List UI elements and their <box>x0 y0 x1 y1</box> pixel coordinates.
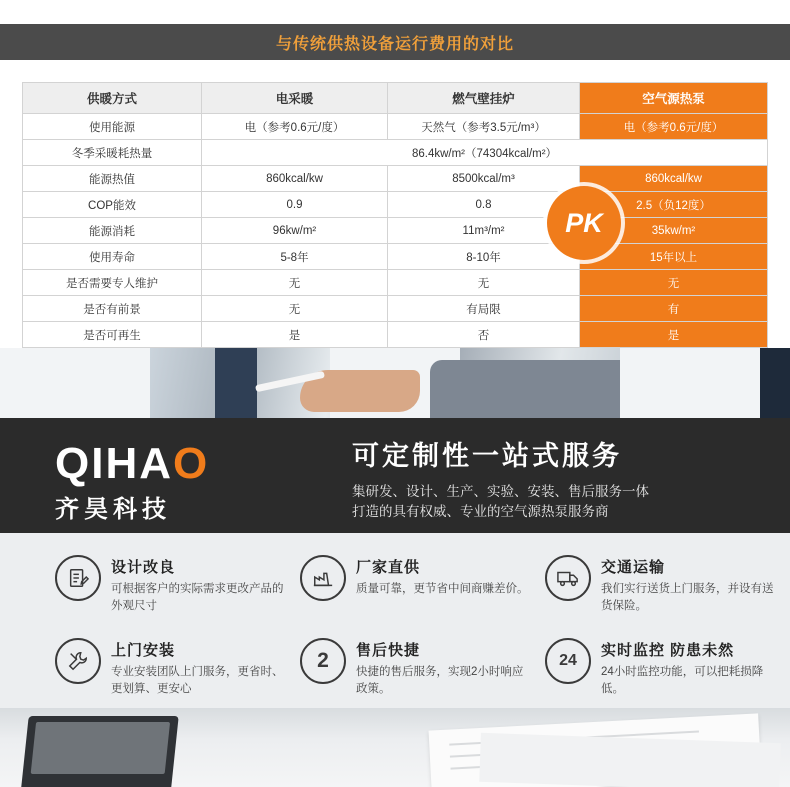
photo-shape <box>215 348 257 423</box>
table-row <box>23 192 768 218</box>
row-label: 使用寿命 <box>23 244 202 270</box>
bottom-photo <box>0 708 790 787</box>
number-2-icon <box>300 638 346 684</box>
number-24-icon <box>545 638 591 684</box>
section-title: 与传统供热设备运行费用的对比 <box>275 36 514 53</box>
pencil-note-icon <box>55 555 101 601</box>
comparison-section <box>0 0 790 348</box>
feature-item-transport <box>545 555 776 615</box>
cell-heatpump: 35kw/m² <box>580 218 768 244</box>
row-label: 冬季采暖耗热量 <box>23 140 202 166</box>
th-method: 供暖方式 <box>23 83 202 114</box>
logo-chinese-name: 齐昊科技 <box>55 496 171 523</box>
cell-heatpump: 是 <box>580 322 768 348</box>
photo-shape <box>430 360 620 423</box>
feature-item-factory <box>300 555 531 601</box>
wrench-icon <box>55 638 101 684</box>
company-logo <box>55 439 320 523</box>
icon-number-label: 2 <box>317 649 329 672</box>
logo-letter-q: Q <box>55 439 92 488</box>
cell-electric: 0.9 <box>202 192 388 218</box>
logo-letter-o: O <box>173 439 210 488</box>
cell-heatpump: 有 <box>580 296 768 322</box>
banner-headline: 可定制性一站式服务 <box>352 441 622 471</box>
table-row <box>23 218 768 244</box>
feature-item-design <box>55 555 286 615</box>
feature-text <box>111 555 286 615</box>
row-label: 是否可再生 <box>23 322 202 348</box>
cell-gas: 8-10年 <box>388 244 580 270</box>
photo-shape-paper-2 <box>479 733 781 787</box>
cell-gas: 11m³/m² <box>388 218 580 244</box>
cell-heatpump: 电（参考0.6元/度） <box>580 114 768 140</box>
feature-text <box>356 555 531 598</box>
feature-body: 我们实行送货上门服务，并设有送货保险。 <box>601 583 774 612</box>
banner-subline-2: 打造的具有权威、专业的空气源热泵服务商 <box>352 504 609 519</box>
table-row <box>23 140 768 166</box>
logo-wordmark <box>55 440 320 488</box>
feature-text <box>356 638 531 698</box>
cell-gas: 8500kcal/m³ <box>388 166 580 192</box>
cell-gas: 天然气（参考3.5元/m³） <box>388 114 580 140</box>
cell-heatpump: 无 <box>580 270 768 296</box>
table-row <box>23 296 768 322</box>
banner-copy <box>352 434 649 522</box>
row-label: 是否有前景 <box>23 296 202 322</box>
row-label: COP能效 <box>23 192 202 218</box>
cell-gas: 否 <box>388 322 580 348</box>
factory-icon <box>300 555 346 601</box>
feature-body: 质量可靠，更节省中间商赚差价。 <box>356 583 529 595</box>
cell-heatpump: 2.5（负12度） <box>580 192 768 218</box>
feature-title: 交通运输 <box>601 559 666 576</box>
row-label: 是否需要专人维护 <box>23 270 202 296</box>
truck-icon <box>545 555 591 601</box>
photo-shape <box>0 348 150 423</box>
feature-text <box>601 638 776 698</box>
table-header-row <box>23 83 768 114</box>
table-row <box>23 322 768 348</box>
icon-number-label: 24 <box>559 652 577 669</box>
cell-electric: 96kw/m² <box>202 218 388 244</box>
cell-electric: 860kcal/kw <box>202 166 388 192</box>
pk-badge: PK <box>547 186 621 260</box>
cell-merged-heat-demand: 86.4kw/m²（74304kcal/m²） <box>202 140 768 166</box>
cell-heatpump: 15年以上 <box>580 244 768 270</box>
feature-title: 实时监控 防患未然 <box>601 642 735 659</box>
cell-gas: 无 <box>388 270 580 296</box>
row-label: 使用能源 <box>23 114 202 140</box>
photo-shape-laptop <box>21 716 178 787</box>
th-air-source-heatpump: 空气源热泵 <box>580 83 768 114</box>
feature-title: 售后快捷 <box>356 642 421 659</box>
table-row <box>23 166 768 192</box>
feature-text <box>601 555 776 615</box>
cell-electric: 无 <box>202 270 388 296</box>
banner-subline-1: 集研发、设计、生产、实验、安装、售后服务一体 <box>352 484 649 499</box>
feature-body: 专业安装团队上门服务，更省时、更划算、更安心 <box>111 666 284 695</box>
cell-electric: 是 <box>202 322 388 348</box>
cell-electric: 无 <box>202 296 388 322</box>
cell-gas: 0.8 <box>388 192 580 218</box>
features-section <box>0 533 790 708</box>
table-row <box>23 114 768 140</box>
th-electric: 电采暖 <box>202 83 388 114</box>
brand-banner <box>0 348 790 533</box>
table-row <box>23 244 768 270</box>
banner-photo <box>0 348 790 423</box>
cell-electric: 5-8年 <box>202 244 388 270</box>
row-label: 能源消耗 <box>23 218 202 244</box>
photo-shape <box>760 348 790 423</box>
feature-title: 上门安装 <box>111 642 176 659</box>
feature-title: 厂家直供 <box>356 559 421 576</box>
cell-heatpump: 860kcal/kw <box>580 166 768 192</box>
logo-letters-iha: IHA <box>91 439 174 488</box>
feature-item-aftersales <box>300 638 531 698</box>
feature-item-installation <box>55 638 286 698</box>
feature-title: 设计改良 <box>111 559 176 576</box>
feature-body: 快捷的售后服务，实现2小时响应政策。 <box>356 666 524 695</box>
photo-shape <box>31 722 170 774</box>
cell-electric: 电（参考0.6元/度） <box>202 114 388 140</box>
row-label: 能源热值 <box>23 166 202 192</box>
table-row <box>23 270 768 296</box>
th-gas-boiler: 燃气壁挂炉 <box>388 83 580 114</box>
feature-body: 24小时监控功能，可以把耗损降低。 <box>601 666 764 695</box>
feature-item-monitoring <box>545 638 776 698</box>
cell-gas: 有局限 <box>388 296 580 322</box>
section-title-bar <box>0 24 790 60</box>
feature-body: 可根据客户的实际需求更改产品的外观尺寸 <box>111 583 284 612</box>
feature-text <box>111 638 286 698</box>
